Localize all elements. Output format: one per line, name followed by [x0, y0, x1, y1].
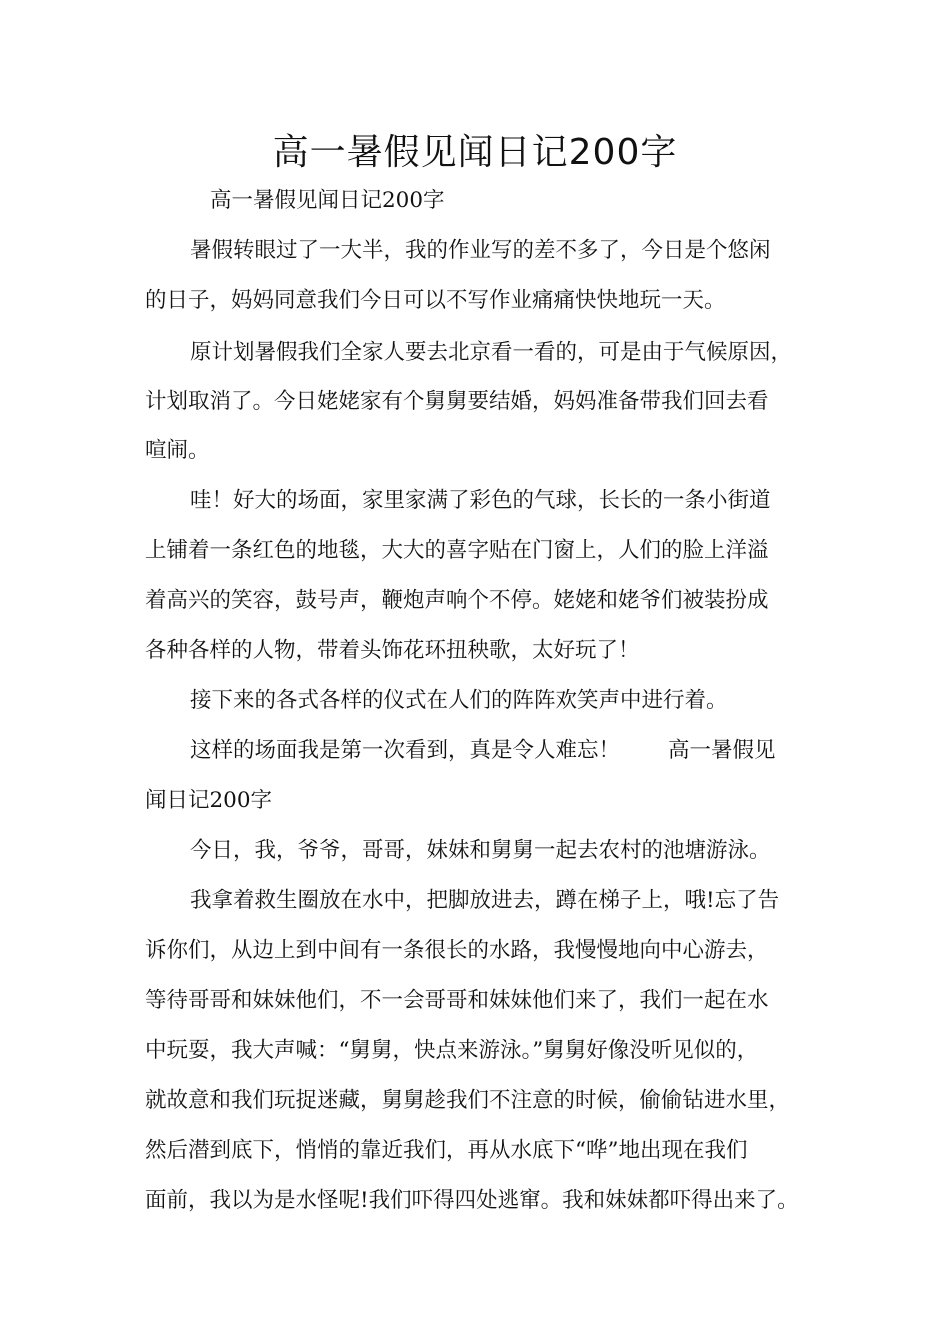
text-line: 就故意和我们玩捉迷藏，舅舅趁我们不注意的时候，偷偷钻进水里，: [145, 1088, 791, 1113]
text-line: 计划取消了。今日姥姥家有个舅舅要结婚，妈妈准备带我们回去看: [145, 389, 769, 414]
text-line: 面前，我以为是水怪呢!我们吓得四处逃窜。我和妹妹都吓得出来了。: [145, 1188, 799, 1213]
text-line: 暑假转眼过了一大半，我的作业写的差不多了，今日是个悠闲: [190, 238, 771, 263]
text-segment: 这样的场面我是第一次看到，真是令人难忘！: [190, 738, 621, 763]
text-line: 喧闹。: [145, 438, 210, 463]
text-line: 着高兴的笑容，鼓号声，鞭炮声响个不停。姥姥和姥爷们被装扮成: [145, 588, 769, 613]
text-line: 哇！好大的场面，家里家满了彩色的气球，长长的一条小街道: [190, 488, 771, 513]
text-line: 然后潜到底下，悄悄的靠近我们，再从水底下“哗”地出现在我们: [145, 1138, 748, 1163]
text-line: 诉你们，从边上到中间有一条很长的水路，我慢慢地向中心游去，: [145, 938, 769, 963]
text-line: 中玩耍，我大声喊：“舅舅，快点来游泳。”舅舅好像没听见似的，: [145, 1038, 759, 1063]
text-line: 各种各样的人物，带着头饰花环扭秧歌，太好玩了！: [145, 638, 640, 663]
text-line: 接下来的各式各样的仪式在人们的阵阵欢笑声中进行着。: [190, 688, 728, 713]
text-line: 等待哥哥和妹妹他们，不一会哥哥和妹妹他们来了，我们一起在水: [145, 988, 769, 1013]
text-line: 原计划暑假我们全家人要去北京看一看的，可是由于气候原因，: [190, 340, 793, 365]
text-segment: 高一暑假见: [668, 738, 776, 763]
document-title: 高一暑假见闻日记200字: [272, 132, 678, 173]
text-line: 的日子，妈妈同意我们今日可以不写作业痛痛快快地玩一天。: [145, 288, 726, 313]
text-line: 今日，我，爷爷，哥哥，妹妹和舅舅一起去农村的池塘游泳。: [190, 838, 771, 863]
text-line: [190, 736, 776, 766]
text-line: 上铺着一条红色的地毯，大大的喜字贴在门窗上，人们的脸上洋溢: [145, 538, 769, 563]
text-line: 我拿着救生圈放在水中，把脚放进去，蹲在梯子上，哦!忘了告: [190, 888, 780, 913]
document-subtitle: 高一暑假见闻日记200字: [210, 188, 445, 213]
text-line: 闻日记200字: [145, 788, 273, 813]
